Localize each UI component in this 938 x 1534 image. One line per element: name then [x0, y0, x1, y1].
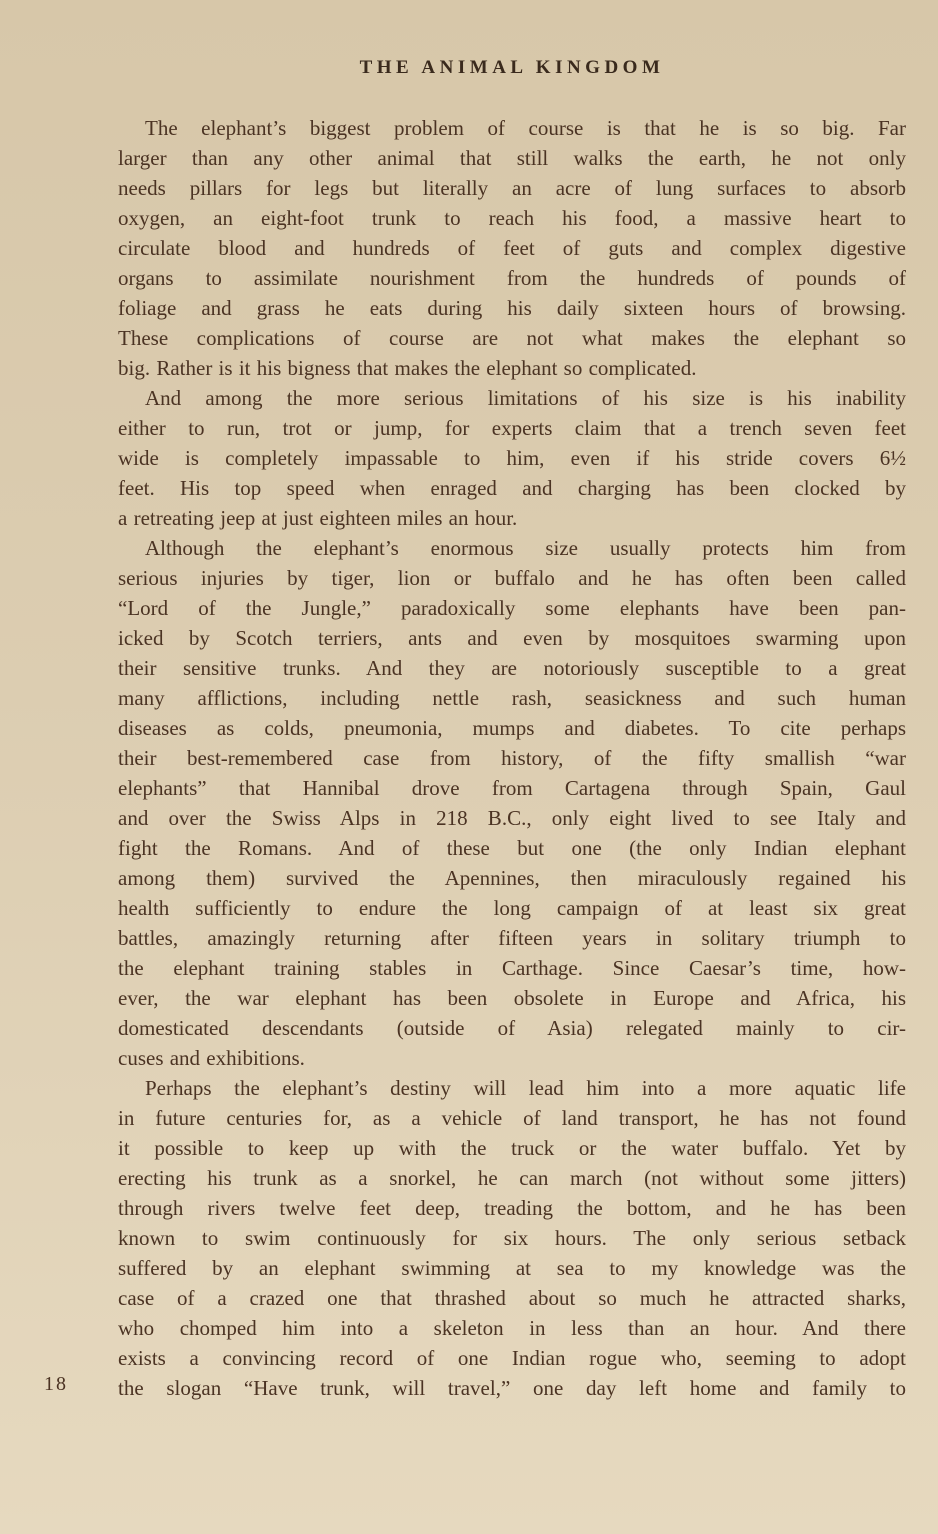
text-line: either to run, trot or jump, for experts claim that a trench seven feet	[118, 416, 906, 440]
text-line: erecting his trunk as a snorkel, he can march (not without some jitters)	[118, 1166, 906, 1190]
text-line: Perhaps the elephant’s destiny will lead him into a more aquatic life	[145, 1076, 906, 1100]
text-line: many afflictions, including nettle rash, seasickness and such human	[118, 686, 906, 710]
text-line: foliage and grass he eats during his daily sixteen hours of browsing.	[118, 296, 906, 320]
running-head: THE ANIMAL KINGDOM	[359, 57, 665, 78]
text-line: ever, the war elephant has been obsolete in Europe and Africa, his	[118, 986, 906, 1010]
text-line: elephants” that Hannibal drove from Cartagena through Spain, Gaul	[118, 776, 906, 800]
text-line: The elephant’s biggest problem of course is that he is so big. Far	[145, 116, 906, 140]
text-line: Although the elephant’s enormous size usually protects him from	[145, 536, 906, 560]
text-line: big. Rather is it his bigness that makes the elephant so complicated.	[118, 356, 697, 380]
paragraph-3	[118, 533, 906, 1073]
text-line: health sufficiently to endure the long campaign of at least six great	[118, 896, 906, 920]
text-line: known to swim continuously for six hours. The only serious setback	[118, 1226, 906, 1250]
text-line: needs pillars for legs but literally an acre of lung surfaces to absorb	[118, 176, 906, 200]
text-line: the elephant training stables in Carthage. Since Caesar’s time, how-	[118, 956, 906, 980]
text-line: icked by Scotch terriers, ants and even by mosquitoes swarming upon	[118, 626, 906, 650]
text-line: their sensitive trunks. And they are notoriously susceptible to a great	[118, 656, 906, 680]
text-line: battles, amazingly returning after fifteen years in solitary triumph to	[118, 926, 906, 950]
text-line: it possible to keep up with the truck or the water buffalo. Yet by	[118, 1136, 906, 1160]
paragraph-4	[118, 1073, 906, 1403]
body-text	[118, 113, 906, 1403]
text-line: their best-remembered case from history, of the fifty smallish “war	[118, 746, 906, 770]
text-line: through rivers twelve feet deep, treading the bottom, and he has been	[118, 1196, 906, 1220]
text-line: the slogan “Have trunk, will travel,” one day left home and family to	[118, 1376, 906, 1400]
text-line: suffered by an elephant swimming at sea to my knowledge was the	[118, 1256, 906, 1280]
text-line: larger than any other animal that still walks the earth, he not only	[118, 146, 906, 170]
text-line: serious injuries by tiger, lion or buffalo and he has often been called	[118, 566, 906, 590]
text-line: cuses and exhibitions.	[118, 1046, 305, 1070]
text-line: among them) survived the Apennines, then miraculously regained his	[118, 866, 906, 890]
paragraph-1	[118, 113, 906, 383]
page-number: 18	[44, 1373, 68, 1395]
text-line: and over the Swiss Alps in 218 B.C., only eight lived to see Italy and	[118, 806, 906, 830]
text-line: diseases as colds, pneumonia, mumps and diabetes. To cite perhaps	[118, 716, 906, 740]
text-line: a retreating jeep at just eighteen miles an hour.	[118, 506, 518, 530]
text-line: oxygen, an eight-foot trunk to reach his food, a massive heart to	[118, 206, 906, 230]
text-line: case of a crazed one that thrashed about so much he attracted sharks,	[118, 1286, 906, 1310]
text-line: fight the Romans. And of these but one (the only Indian elephant	[118, 836, 906, 860]
text-line: wide is completely impassable to him, even if his stride covers 6½	[118, 446, 906, 470]
text-line: circulate blood and hundreds of feet of guts and complex digestive	[118, 236, 906, 260]
paragraph-2	[118, 383, 906, 533]
text-line: “Lord of the Jungle,” paradoxically some elephants have been pan-	[118, 596, 906, 620]
text-line: who chomped him into a skeleton in less than an hour. And there	[118, 1316, 906, 1340]
text-line: in future centuries for, as a vehicle of land transport, he has not found	[118, 1106, 906, 1130]
text-line: And among the more serious limitations of his size is his inability	[145, 386, 906, 410]
text-line: organs to assimilate nourishment from the hundreds of pounds of	[118, 266, 906, 290]
text-line: These complications of course are not what makes the elephant so	[118, 326, 906, 350]
text-line: feet. His top speed when enraged and charging has been clocked by	[118, 476, 906, 500]
text-line: exists a convincing record of one Indian rogue who, seeming to adopt	[118, 1346, 906, 1370]
text-line: domesticated descendants (outside of Asia) relegated mainly to cir-	[118, 1016, 906, 1040]
